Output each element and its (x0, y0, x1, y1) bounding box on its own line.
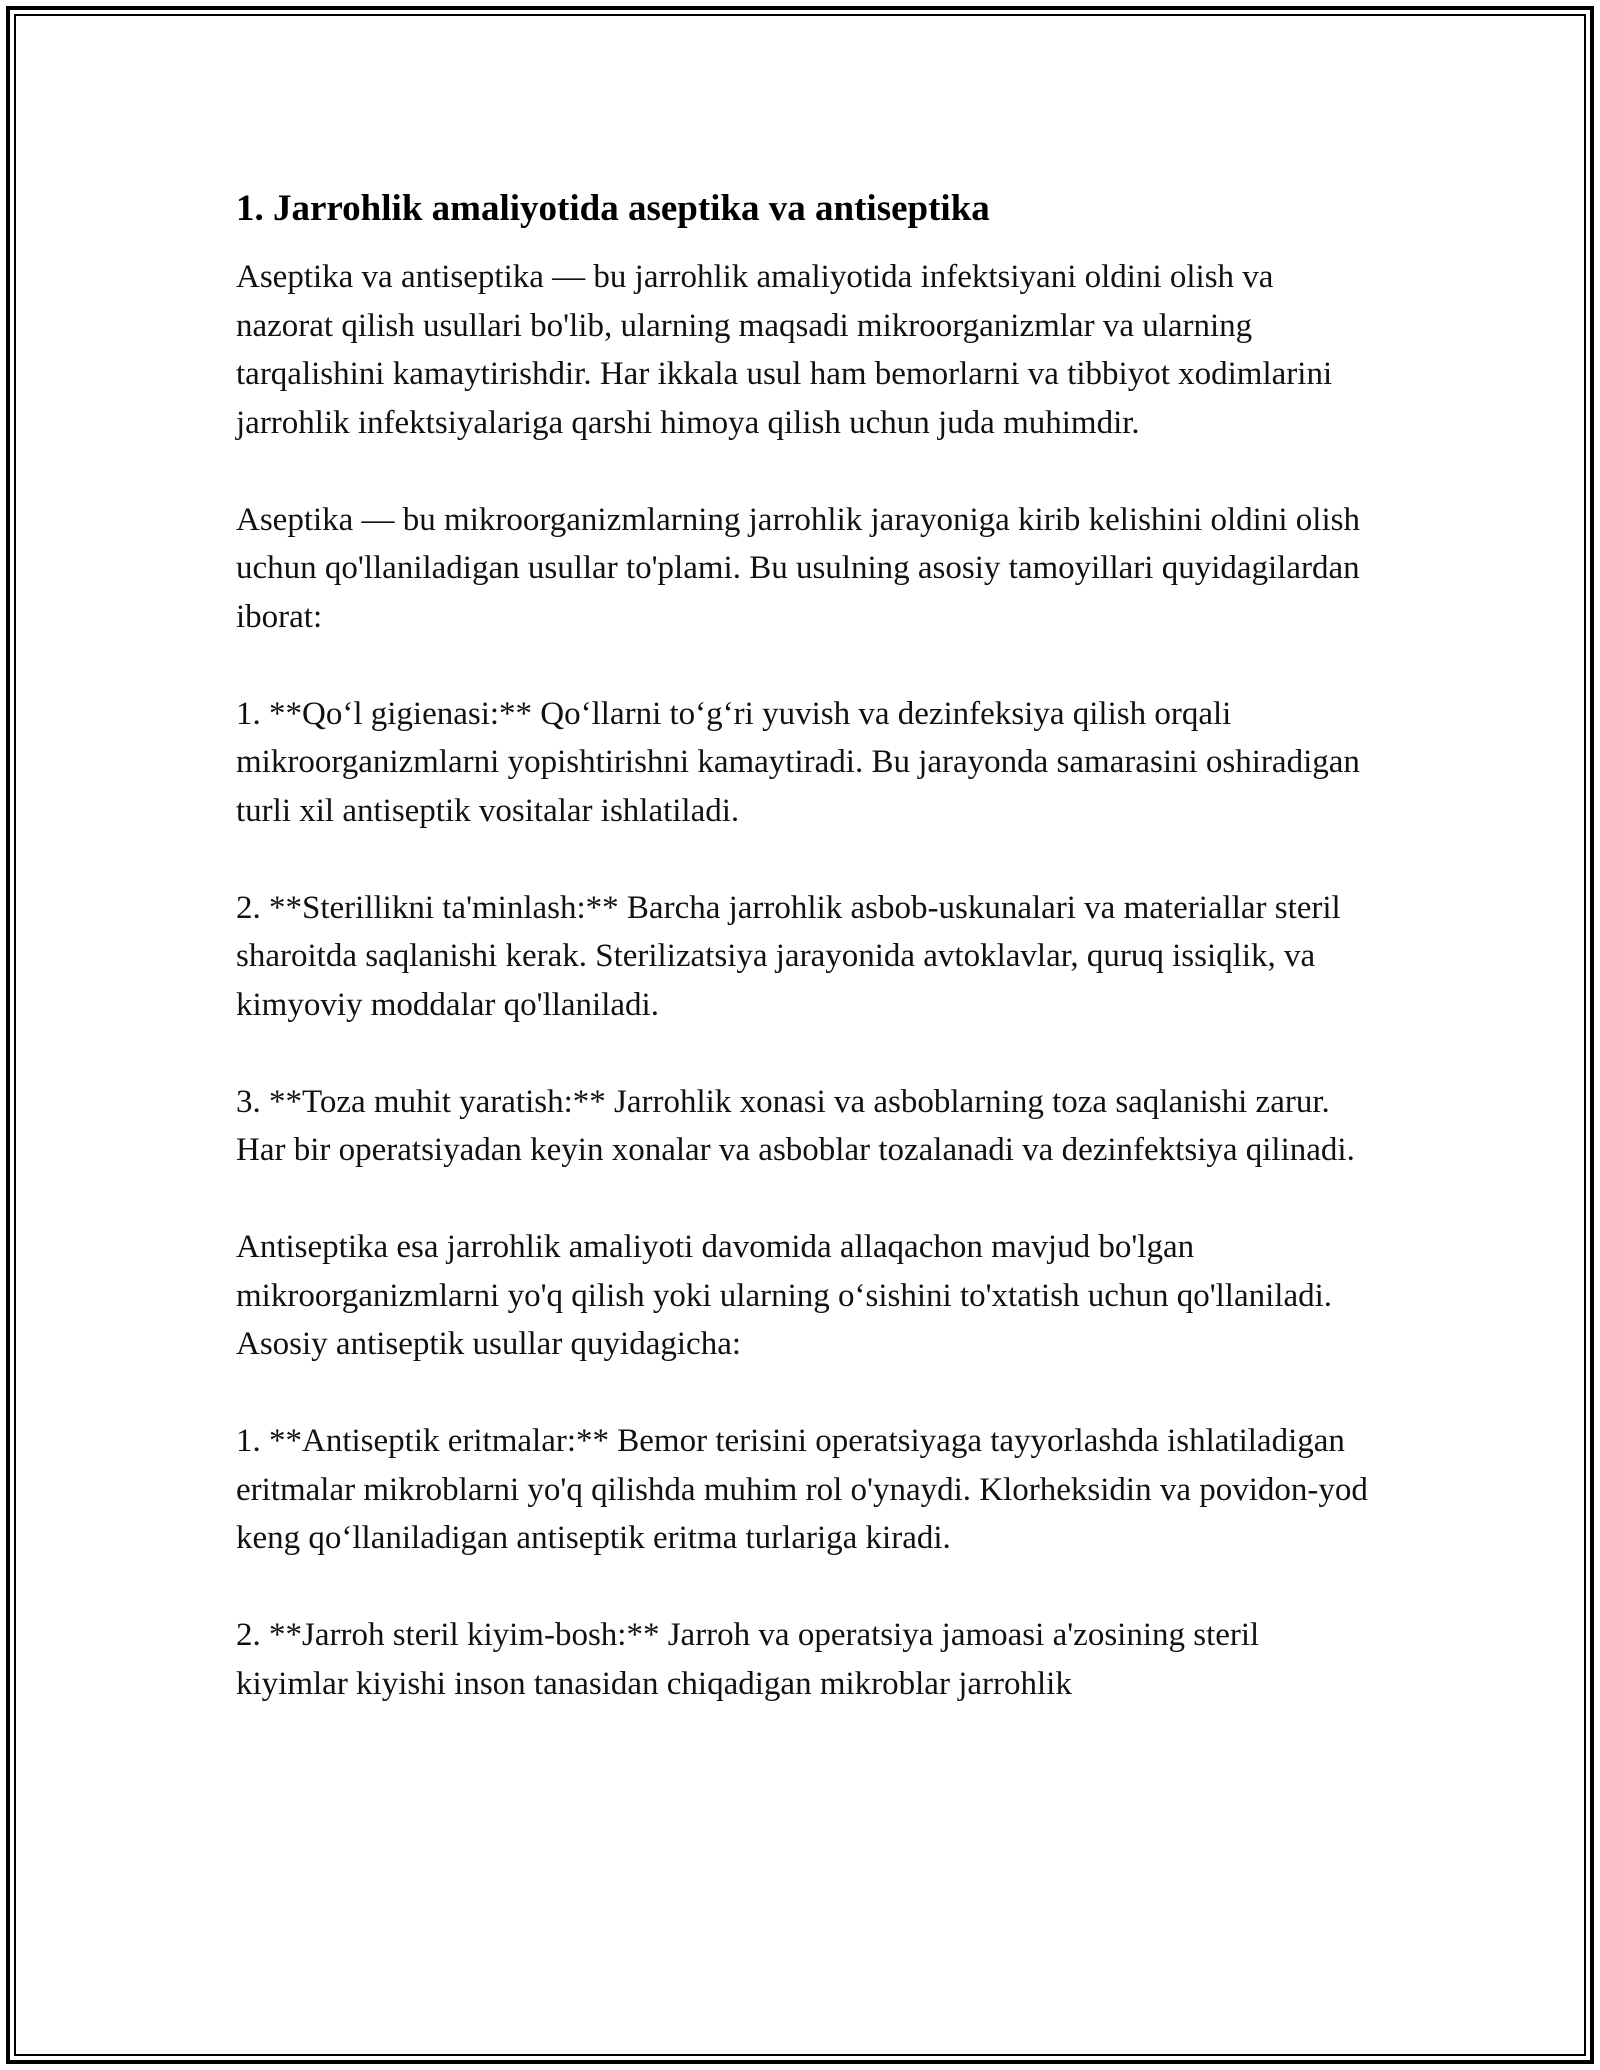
list-item-antiseptic-solutions: 1. **Antiseptik eritmalar:** Bemor terisini operatsiyaga tayyorlashda ishlatiladigan eritmalar mikroblarni yo'q qilishda muhim rol o'ynaydi. Klorheksidin va povidon-yod keng qoʻllaniladigan antiseptik eritma turlariga kiradi. (236, 1423, 1368, 1556)
paragraph-intro: Aseptika va antiseptika — bu jarrohlik amaliyotida infektsiyani oldini olish va nazorat qilish usullari bo'lib, ularning maqsadi mikroorganizmlar va ularning tarqalishini kamaytirishdir. Har ikkala usul ham bemorlarni va tibbiyot xodimlarini jarrohlik infektsiyalariga qarshi himoya qilish uchun juda muhimdir. (236, 259, 1333, 441)
list-item-sterility: 2. **Sterillikni ta'minlash:** Barcha jarrohlik asbob-uskunalari va materiallar steril sharoitda saqlanishi kerak. Sterilizatsiya jarayonida avtoklavlar, quruq issiqlik, va kimyoviy moddalar qo'llaniladi. (236, 889, 1341, 1023)
list-item-clean-environment: 3. **Toza muhit yaratish:** Jarrohlik xonasi va asboblarning toza saqlanishi zarur. Har bir operatsiyadan keyin xonalar va asboblar tozalanadi va dezinfektsiya qilinadi. (236, 1083, 1355, 1168)
paragraph-aseptika: Aseptika — bu mikroorganizmlarning jarrohlik jarayoniga kirib kelishini oldini olish uchun qo'llaniladigan usullar to'plami. Bu usulning asosiy tamoyillari quyidagilardan iborat: (236, 501, 1360, 635)
paragraph-antiseptika: Antiseptika esa jarrohlik amaliyoti davomida allaqachon mavjud bo'lgan mikroorganizmlarni yo'q qilish yoki ularning oʻsishini to'xtatish uchun qo'llaniladi. Asosiy antiseptik usullar quyidagicha: (236, 1229, 1333, 1362)
list-item-hand-hygiene: 1. **Qoʻl gigienasi:** Qoʻllarni toʻgʻri yuvish va dezinfeksiya qilish orqali mikroorganizmlarni yopishtirishni kamaytiradi. Bu jarayonda samarasini oshiradigan turli xil antiseptik vositalar ishlatiladi. (236, 695, 1360, 829)
section-heading: 1. Jarrohlik amaliyotida aseptika va antiseptika (236, 188, 990, 229)
document-body (236, 185, 1376, 1708)
list-item-sterile-clothing: 2. **Jarroh steril kiyim-bosh:** Jarroh va operatsiya jamoasi a'zosining steril kiyimlar kiyishi inson tanasidan chiqadigan mikroblar jarrohlik (236, 1617, 1260, 1702)
